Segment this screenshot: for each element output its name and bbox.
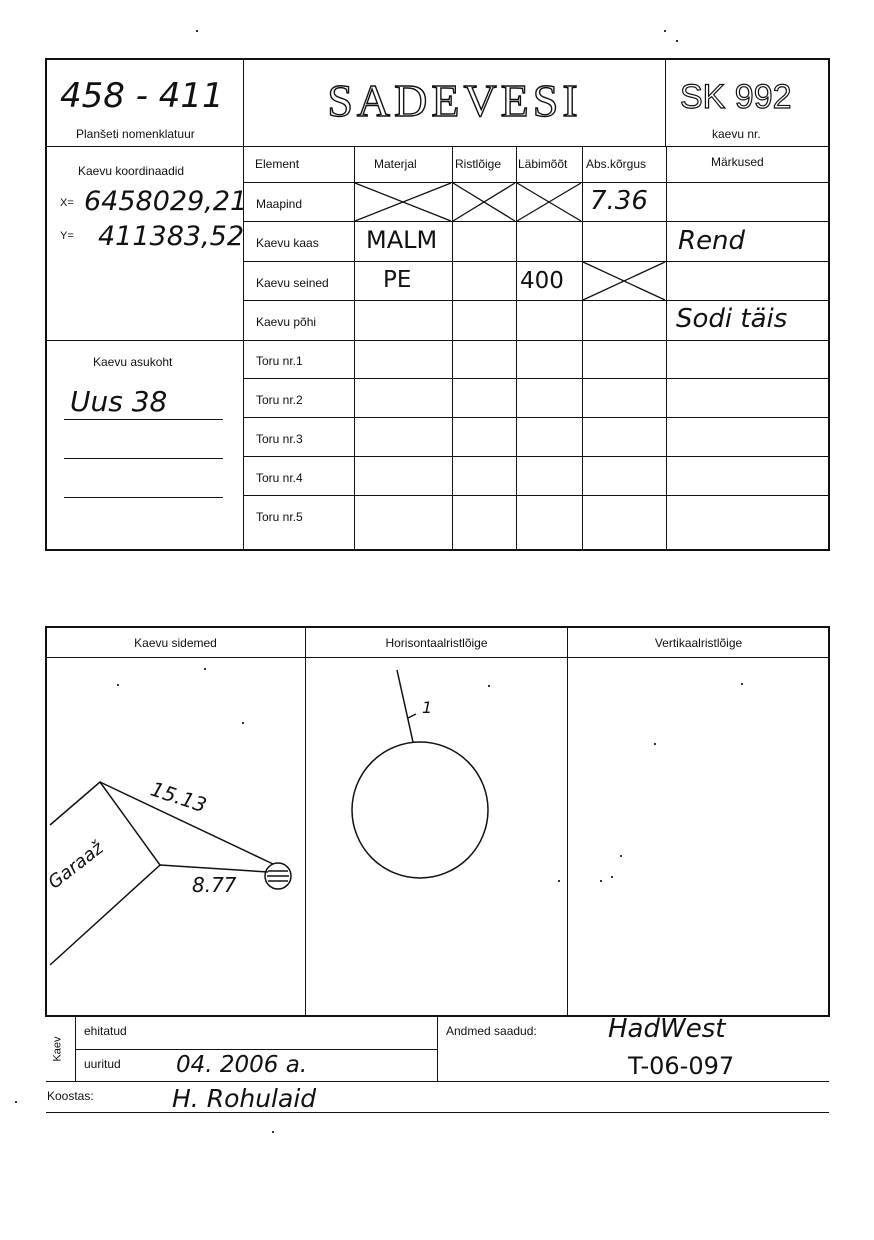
row-label-kaevu-pohi: Kaevu põhi bbox=[256, 315, 317, 329]
cell-labimoot-seined: 400 bbox=[520, 268, 564, 294]
cell-markused-kaas: Rend bbox=[678, 226, 746, 256]
sketch-distance-2: 8.77 bbox=[192, 873, 237, 897]
location-value: Uus 38 bbox=[70, 385, 168, 418]
row-label-kaevu-seined: Kaevu seined bbox=[256, 276, 329, 290]
scan-speck bbox=[741, 683, 743, 685]
scan-speck bbox=[15, 1101, 17, 1103]
well-number-value: SK 992 bbox=[680, 78, 792, 116]
header-materjal: Materjal bbox=[374, 157, 417, 171]
plansheet-label: Planšeti nomenklatuur bbox=[76, 127, 195, 141]
scan-speck bbox=[204, 668, 206, 670]
kaev-label: Kaev bbox=[51, 1036, 64, 1062]
header-ristloige: Ristlõige bbox=[455, 157, 502, 171]
row-label-maapind: Maapind bbox=[256, 197, 303, 211]
pipe-line-1 bbox=[397, 670, 413, 742]
well-cross-section-circle bbox=[352, 742, 488, 878]
y-label: Y= bbox=[60, 230, 74, 242]
scan-speck bbox=[676, 40, 678, 42]
sketch-garage-label: Garaaž bbox=[44, 837, 108, 894]
scan-speck bbox=[196, 30, 198, 32]
info-bottom-line bbox=[46, 1081, 829, 1082]
row-label-toru-4: Toru nr.4 bbox=[256, 471, 303, 485]
scan-speck bbox=[558, 880, 560, 882]
scan-speck bbox=[654, 743, 656, 745]
header-labimoot: Läbimõõt bbox=[518, 157, 568, 171]
x-value: 6458029,21 bbox=[84, 186, 248, 217]
cell-abs-maapind: 7.36 bbox=[590, 186, 648, 216]
pipe-tick bbox=[408, 714, 416, 718]
andmed-value-1: HadWest bbox=[608, 1014, 726, 1044]
row-label-kaevu-kaas: Kaevu kaas bbox=[256, 236, 319, 250]
sketch-pipe-label: 1 bbox=[422, 698, 433, 717]
row-label-toru-3: Toru nr.3 bbox=[256, 432, 303, 446]
koostas-value: H. Rohulaid bbox=[172, 1084, 317, 1113]
panel-header-vertikaal: Vertikaalristlõige bbox=[654, 636, 743, 650]
scan-speck bbox=[272, 1131, 274, 1133]
panel-header-horisontaal: Horisontaalristlõige bbox=[385, 636, 488, 650]
scan-speck bbox=[664, 30, 666, 32]
scan-speck bbox=[611, 876, 613, 878]
row-label-toru-5: Toru nr.5 bbox=[256, 510, 303, 524]
koostas-label: Koostas: bbox=[47, 1089, 94, 1103]
form-title: SADEVESI bbox=[327, 75, 582, 126]
header-markused: Märkused bbox=[711, 155, 764, 169]
ehitatud-uuritud-divider bbox=[76, 1049, 437, 1050]
ehitatud-label: ehitatud bbox=[84, 1024, 127, 1038]
uuritud-value: 04. 2006 a. bbox=[176, 1052, 308, 1078]
plansheet-value: 458 - 411 bbox=[60, 76, 224, 116]
coords-label: Kaevu koordinaadid bbox=[78, 164, 185, 178]
location-label: Kaevu asukoht bbox=[93, 355, 173, 369]
sketch-distance-1: 15.13 bbox=[147, 776, 210, 818]
scan-speck bbox=[620, 855, 622, 857]
cell-markused-pohi: Sodi täis bbox=[676, 304, 788, 334]
scan-speck bbox=[600, 880, 602, 882]
andmed-divider bbox=[437, 1017, 438, 1081]
x-label: X= bbox=[60, 197, 74, 209]
header-element: Element bbox=[255, 157, 300, 171]
koostas-line bbox=[46, 1112, 829, 1113]
andmed-value-2: T-06-097 bbox=[628, 1052, 735, 1080]
well-number-label: kaevu nr. bbox=[712, 127, 761, 141]
cell-materjal-seined: PE bbox=[383, 267, 412, 293]
uuritud-label: uuritud bbox=[84, 1057, 121, 1071]
measure-line-8-77 bbox=[160, 865, 268, 872]
row-label-toru-2: Toru nr.2 bbox=[256, 393, 303, 407]
cell-materjal-kaas: MALM bbox=[366, 226, 438, 254]
y-value: 411383,52 bbox=[98, 221, 245, 252]
row-label-toru-1: Toru nr.1 bbox=[256, 354, 303, 368]
scan-speck bbox=[242, 722, 244, 724]
header-abs-korgus: Abs.kõrgus bbox=[586, 157, 647, 171]
scan-speck bbox=[117, 684, 119, 686]
panel-header-sidemed: Kaevu sidemed bbox=[134, 636, 217, 650]
scan-speck bbox=[488, 685, 490, 687]
andmed-label: Andmed saadud: bbox=[446, 1024, 537, 1038]
